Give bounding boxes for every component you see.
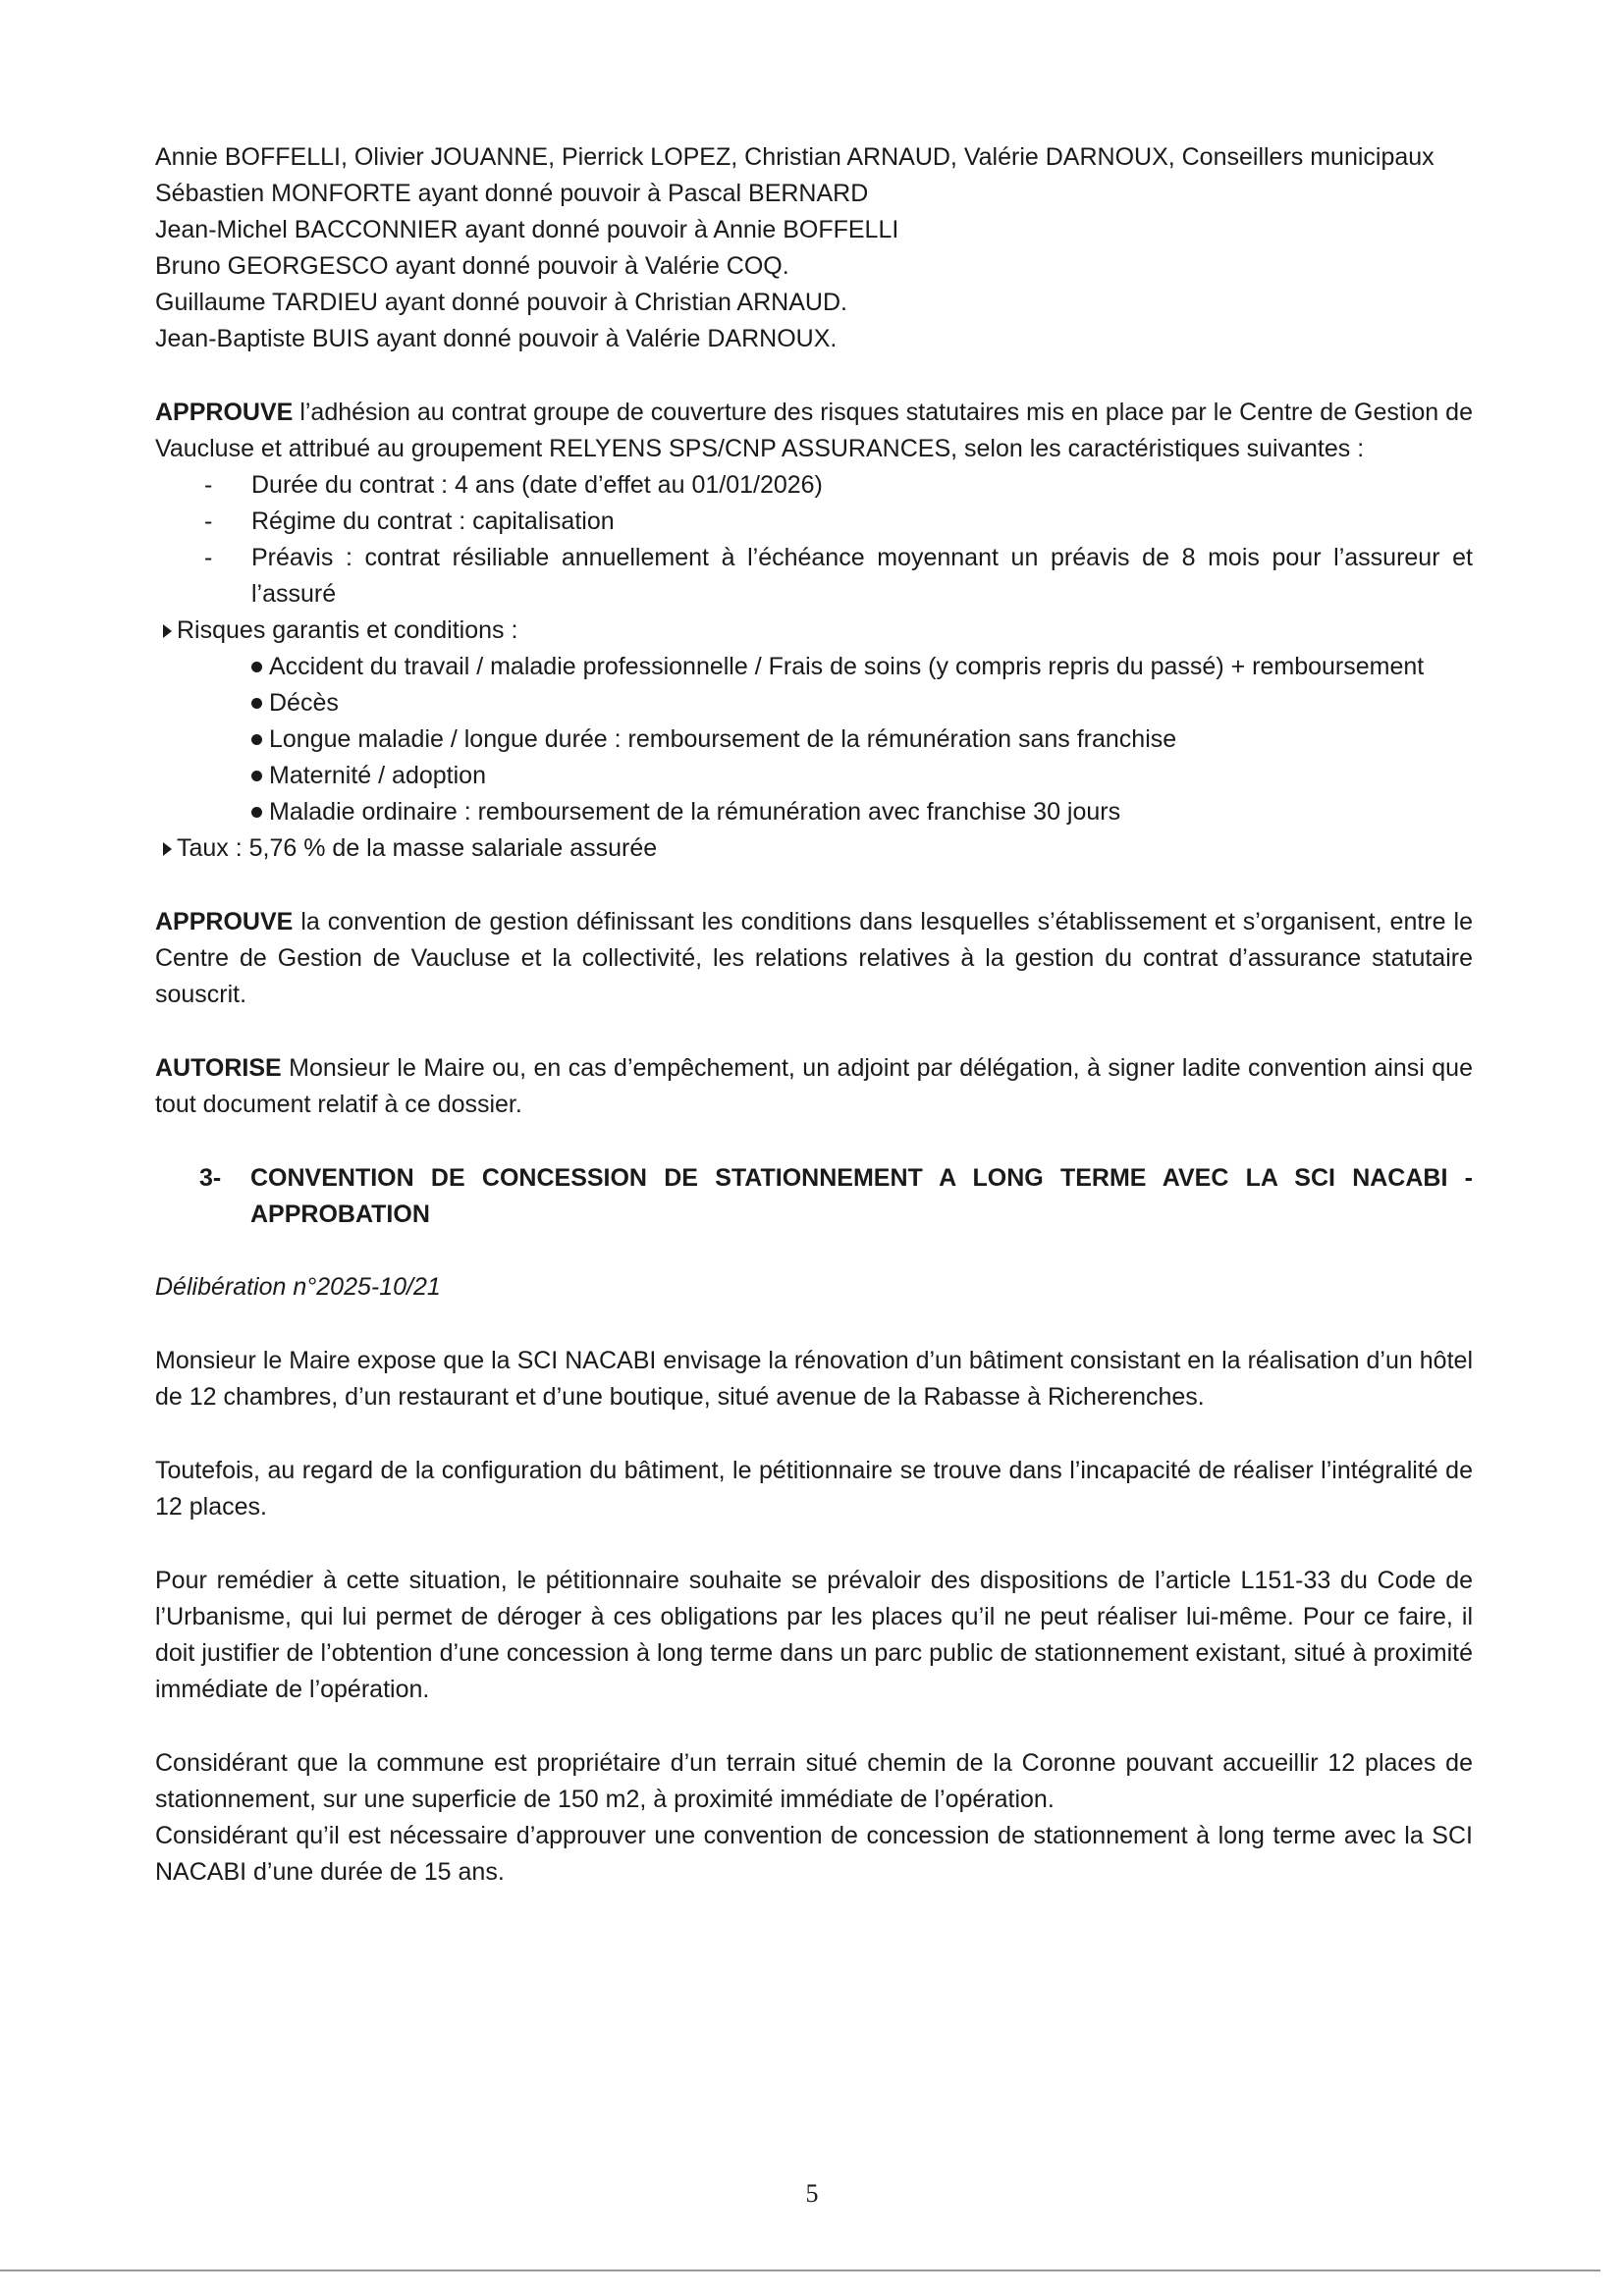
rate-text: Taux : 5,76 % de la masse salariale assurée: [177, 834, 658, 862]
risks-label: Risques garantis et conditions :: [177, 616, 518, 644]
proxy-line: Guillaume TARDIEU ayant donné pouvoir à Christian ARNAUD.: [155, 289, 847, 316]
list-item: [155, 721, 1473, 758]
section-number: 3-: [199, 1164, 222, 1192]
approve-adhesion-paragraph: [155, 395, 1473, 467]
rate-line: [155, 830, 1473, 867]
bullet-dot-icon: [251, 734, 262, 745]
authorize-paragraph: [155, 1050, 1473, 1123]
section-title-text: CONVENTION DE CONCESSION DE STATIONNEMENT A LONG TERME AVEC LA SCI NACABI - APPROBATION: [250, 1164, 1473, 1228]
bullet-dot-icon: [251, 807, 262, 818]
approve-keyword: APPROUVE: [155, 399, 294, 426]
bullet-dot-icon: [251, 698, 262, 709]
body-paragraph: Toutefois, au regard de la configuration du bâtiment, le pétitionnaire se trouve dans l’incapacité de réaliser l’intégralité de 12 places.: [155, 1457, 1473, 1521]
approve-convention-paragraph: [155, 904, 1473, 1013]
proxy-line: Sébastien MONFORTE ayant donné pouvoir à Pascal BERNARD: [155, 180, 869, 207]
list-item: [155, 685, 1473, 721]
footer-divider: [0, 2269, 1600, 2271]
bullet-dot-icon: [251, 662, 262, 672]
risks-heading: [155, 613, 1473, 649]
attendance-members: Annie BOFFELLI, Olivier JOUANNE, Pierrick LOPEZ, Christian ARNAUD, Valérie DARNOUX, Conseillers municipaux: [155, 143, 1435, 171]
authorize-keyword: AUTORISE: [155, 1054, 282, 1082]
approve-convention-text: la convention de gestion définissant les conditions dans lesquelles s’établissement et s’organisent, entre le Centre de Gestion de Vaucluse et la collectivité, les relations relatives à la gestion du contrat d’assurance statutaire souscrit.: [155, 908, 1473, 1008]
list-item: [155, 794, 1473, 830]
contract-features-list: [155, 467, 1473, 613]
body-paragraph: Pour remédier à cette situation, le pétitionnaire souhaite se prévaloir des dispositions de l’article L151-33 du Code de l’Urbanisme, qui lui permet de déroger à ces obligations par les places qu’il ne peut réaliser lui-même. Pour ce faire, il doit justifier de l’obtention d’une concession à long terme dans un parc public de stationnement existant, situé à proximité immédiate de l’opération.: [155, 1567, 1473, 1703]
risk-text: Maternité / adoption: [269, 762, 486, 789]
risk-text: Longue maladie / longue durée : remboursement de la rémunération sans franchise: [269, 725, 1177, 753]
approve-adhesion-text: l’adhésion au contrat groupe de couverture des risques statutaires mis en place par le Centre de Gestion de Vaucluse et attribué au groupement RELYENS SPS/CNP ASSURANCES, selon les caractéristiques suivantes :: [155, 399, 1473, 462]
list-item: - Durée du contrat : 4 ans (date d’effet au 01/01/2026): [155, 467, 1473, 504]
document-body: [155, 139, 1473, 1891]
proxy-line: Jean-Michel BACCONNIER ayant donné pouvoir à Annie BOFFELLI: [155, 216, 899, 243]
risk-text: Maladie ordinaire : remboursement de la rémunération avec franchise 30 jours: [269, 798, 1121, 826]
approve-keyword: APPROUVE: [155, 908, 294, 935]
page-number: 5: [805, 2179, 819, 2208]
deliberation-number: Délibération n°2025-10/21: [155, 1273, 441, 1301]
section-3-title: [155, 1160, 1473, 1233]
risks-list: [155, 649, 1473, 830]
list-item: [155, 758, 1473, 794]
body-paragraph: Considérant qu’il est nécessaire d’approuver une convention de concession de stationnement à long terme avec la SCI NACABI d’une durée de 15 ans.: [155, 1822, 1473, 1886]
list-item: - Régime du contrat : capitalisation: [155, 504, 1473, 540]
body-paragraph: Monsieur le Maire expose que la SCI NACABI envisage la rénovation d’un bâtiment consistant en la réalisation d’un hôtel de 12 chambres, d’un restaurant et d’une boutique, situé avenue de la Rabasse à Richerenches.: [155, 1347, 1473, 1411]
list-item: [155, 649, 1473, 685]
bullet-dot-icon: [251, 771, 262, 781]
risk-text: Accident du travail / maladie professionnelle / Frais de soins (y compris repris du passé) + remboursement: [269, 653, 1425, 680]
list-item: - Préavis : contrat résiliable annuellement à l’échéance moyennant un préavis de 8 mois pour l’assureur et l’assuré: [155, 540, 1473, 613]
authorize-text: Monsieur le Maire ou, en cas d’empêchement, un adjoint par délégation, à signer ladite convention ainsi que tout document relatif à ce dossier.: [155, 1054, 1473, 1118]
risk-text: Décès: [269, 689, 339, 717]
body-paragraph: Considérant que la commune est propriétaire d’un terrain situé chemin de la Coronne pouvant accueillir 12 places de stationnement, sur une superficie de 150 m2, à proximité immédiate de l’opération.: [155, 1749, 1473, 1813]
proxy-line: Jean-Baptiste BUIS ayant donné pouvoir à Valérie DARNOUX.: [155, 325, 838, 352]
proxy-line: Bruno GEORGESCO ayant donné pouvoir à Valérie COQ.: [155, 252, 789, 280]
